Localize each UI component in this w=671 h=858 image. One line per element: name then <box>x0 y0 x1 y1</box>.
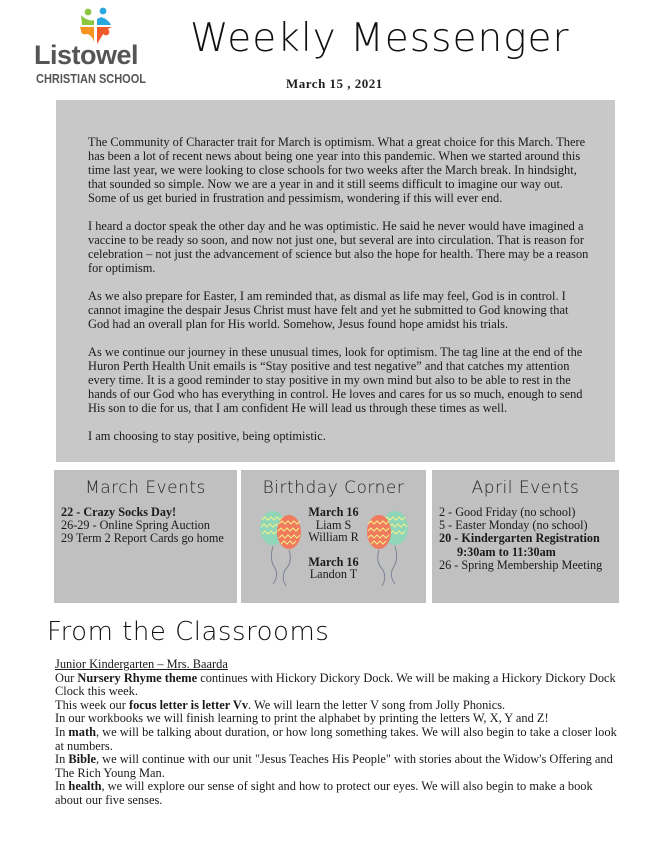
letter-paragraph: I heard a doctor speak the other day and he was optimistic. He said he never would have imagined a vaccine to be ready so soon, and now not just one, but several are into circulation. That is reason for celebration – not just the advancement of science but also the hope for health. There may be a reason for optimism. <box>88 219 589 275</box>
birthday-corner-title: Birthday Corner <box>262 478 405 498</box>
birthday-name: Liam S <box>315 517 352 532</box>
letter-paragraph: As we continue our journey in these unusual times, look for optimism. The tag line at the end of the Huron Perth Health Unit emails is “Stay positive and test negative” and that catches my attention every time. It is a good reminder to stay positive in my own mind but also to be able to rest in the hands of our God who has everything in control. He loves and cares for us so much, enough to send His son to die for us, that I am confident He will lead us through these times as well. <box>88 345 583 415</box>
event-item: 22 - Crazy Socks Day! <box>61 505 177 519</box>
event-item: 29 Term 2 Report Cards go home <box>61 531 224 546</box>
letter-paragraph: As we also prepare for Easter, I am reminded that, as dismal as life may feel, God is in control. I cannot imagine the despair Jesus Christ must have felt and yet he submitted to God knowing that God had an overall plan for His world. Somehow, Jesus found hope amidst his trials. <box>88 289 569 331</box>
classrooms-section-title: From the Classrooms <box>47 617 330 647</box>
event-item: 2 - Good Friday (no school) <box>439 505 576 519</box>
school-name: Listowel <box>34 40 139 70</box>
classroom-lines <box>55 672 620 808</box>
birthday-name: William R <box>308 530 359 544</box>
classroom-line: This week our focus letter is letter Vv. We will learn the letter V song from Jolly Phonics. <box>55 697 506 712</box>
april-events-box <box>432 470 619 603</box>
classroom-line: In health, we will explore our sense of sight and how to protect our eyes. We will also begin to make a book about our five senses. <box>55 779 593 807</box>
emphasis: focus letter is letter Vv <box>128 697 249 712</box>
event-item: 9:30am to 11:30am <box>457 544 556 559</box>
birthday-date: March 16 <box>308 505 359 519</box>
letter-paragraph: The Community of Character trait for March is optimism. What a great choice for this March. There has been a lot of recent news about being one year into this pandemic. When we started around this time last year, we were looking to close schools for two weeks after the March break. In hindsight, that sounded so simple. Now we are a year in and it still seems difficult to imagine our way out. Some of us get buried in frustration and pessimism, wondering if this will ever end. <box>88 135 586 205</box>
school-logo <box>30 6 150 90</box>
letter-paragraph: I am choosing to stay positive, being optimistic. <box>88 429 326 443</box>
classroom-line: In math, we will be talking about duration, or how long something takes. We will also begin to take a closer look at numbers. <box>55 724 617 753</box>
april-events-list <box>432 506 619 572</box>
birthday-name: Landon T <box>309 567 358 581</box>
classroom-line: In our workbooks we will finish learning to print the alphabet by printing the letters W, X, Y and Z! <box>55 711 549 726</box>
emphasis: health <box>68 779 102 794</box>
event-item: 5 - Easter Monday (no school) <box>439 518 588 533</box>
event-item: 26-29 - Online Spring Auction <box>61 518 210 533</box>
jk-classroom-update <box>55 658 620 808</box>
emphasis: math <box>68 724 96 739</box>
school-subtitle: CHRISTIAN SCHOOL <box>36 72 146 86</box>
march-events-title: March Events <box>85 478 206 498</box>
principal-letter <box>56 100 615 462</box>
emphasis: Nursery Rhyme theme <box>77 670 198 685</box>
birthday-date: March 16 <box>308 554 359 569</box>
classroom-heading: Junior Kindergarten – Mrs. Baarda <box>55 657 228 671</box>
march-events-list <box>54 506 237 546</box>
event-item: 26 - Spring Membership Meeting <box>439 557 603 572</box>
newsletter-title: Weekly Messenger <box>190 16 570 61</box>
emphasis: Bible <box>68 752 96 767</box>
classroom-line: In Bible, we will continue with our unit "Jesus Teaches His People" with stories about the Widow's Offering and The Rich Young Man. <box>55 752 613 780</box>
classroom-line: Our Nursery Rhyme theme continues with Hickory Dickory Dock. We will be making a Hickory Dickory Dock Clock this week. <box>55 670 616 699</box>
balloons-icon <box>361 510 409 588</box>
birthday-corner-box <box>241 470 426 603</box>
event-item: 20 - Kindergarten Registration <box>439 531 600 546</box>
march-events-box <box>54 470 237 603</box>
newsletter-date: March 15 , 2021 <box>286 76 383 91</box>
april-events-title: April Events <box>471 478 580 498</box>
